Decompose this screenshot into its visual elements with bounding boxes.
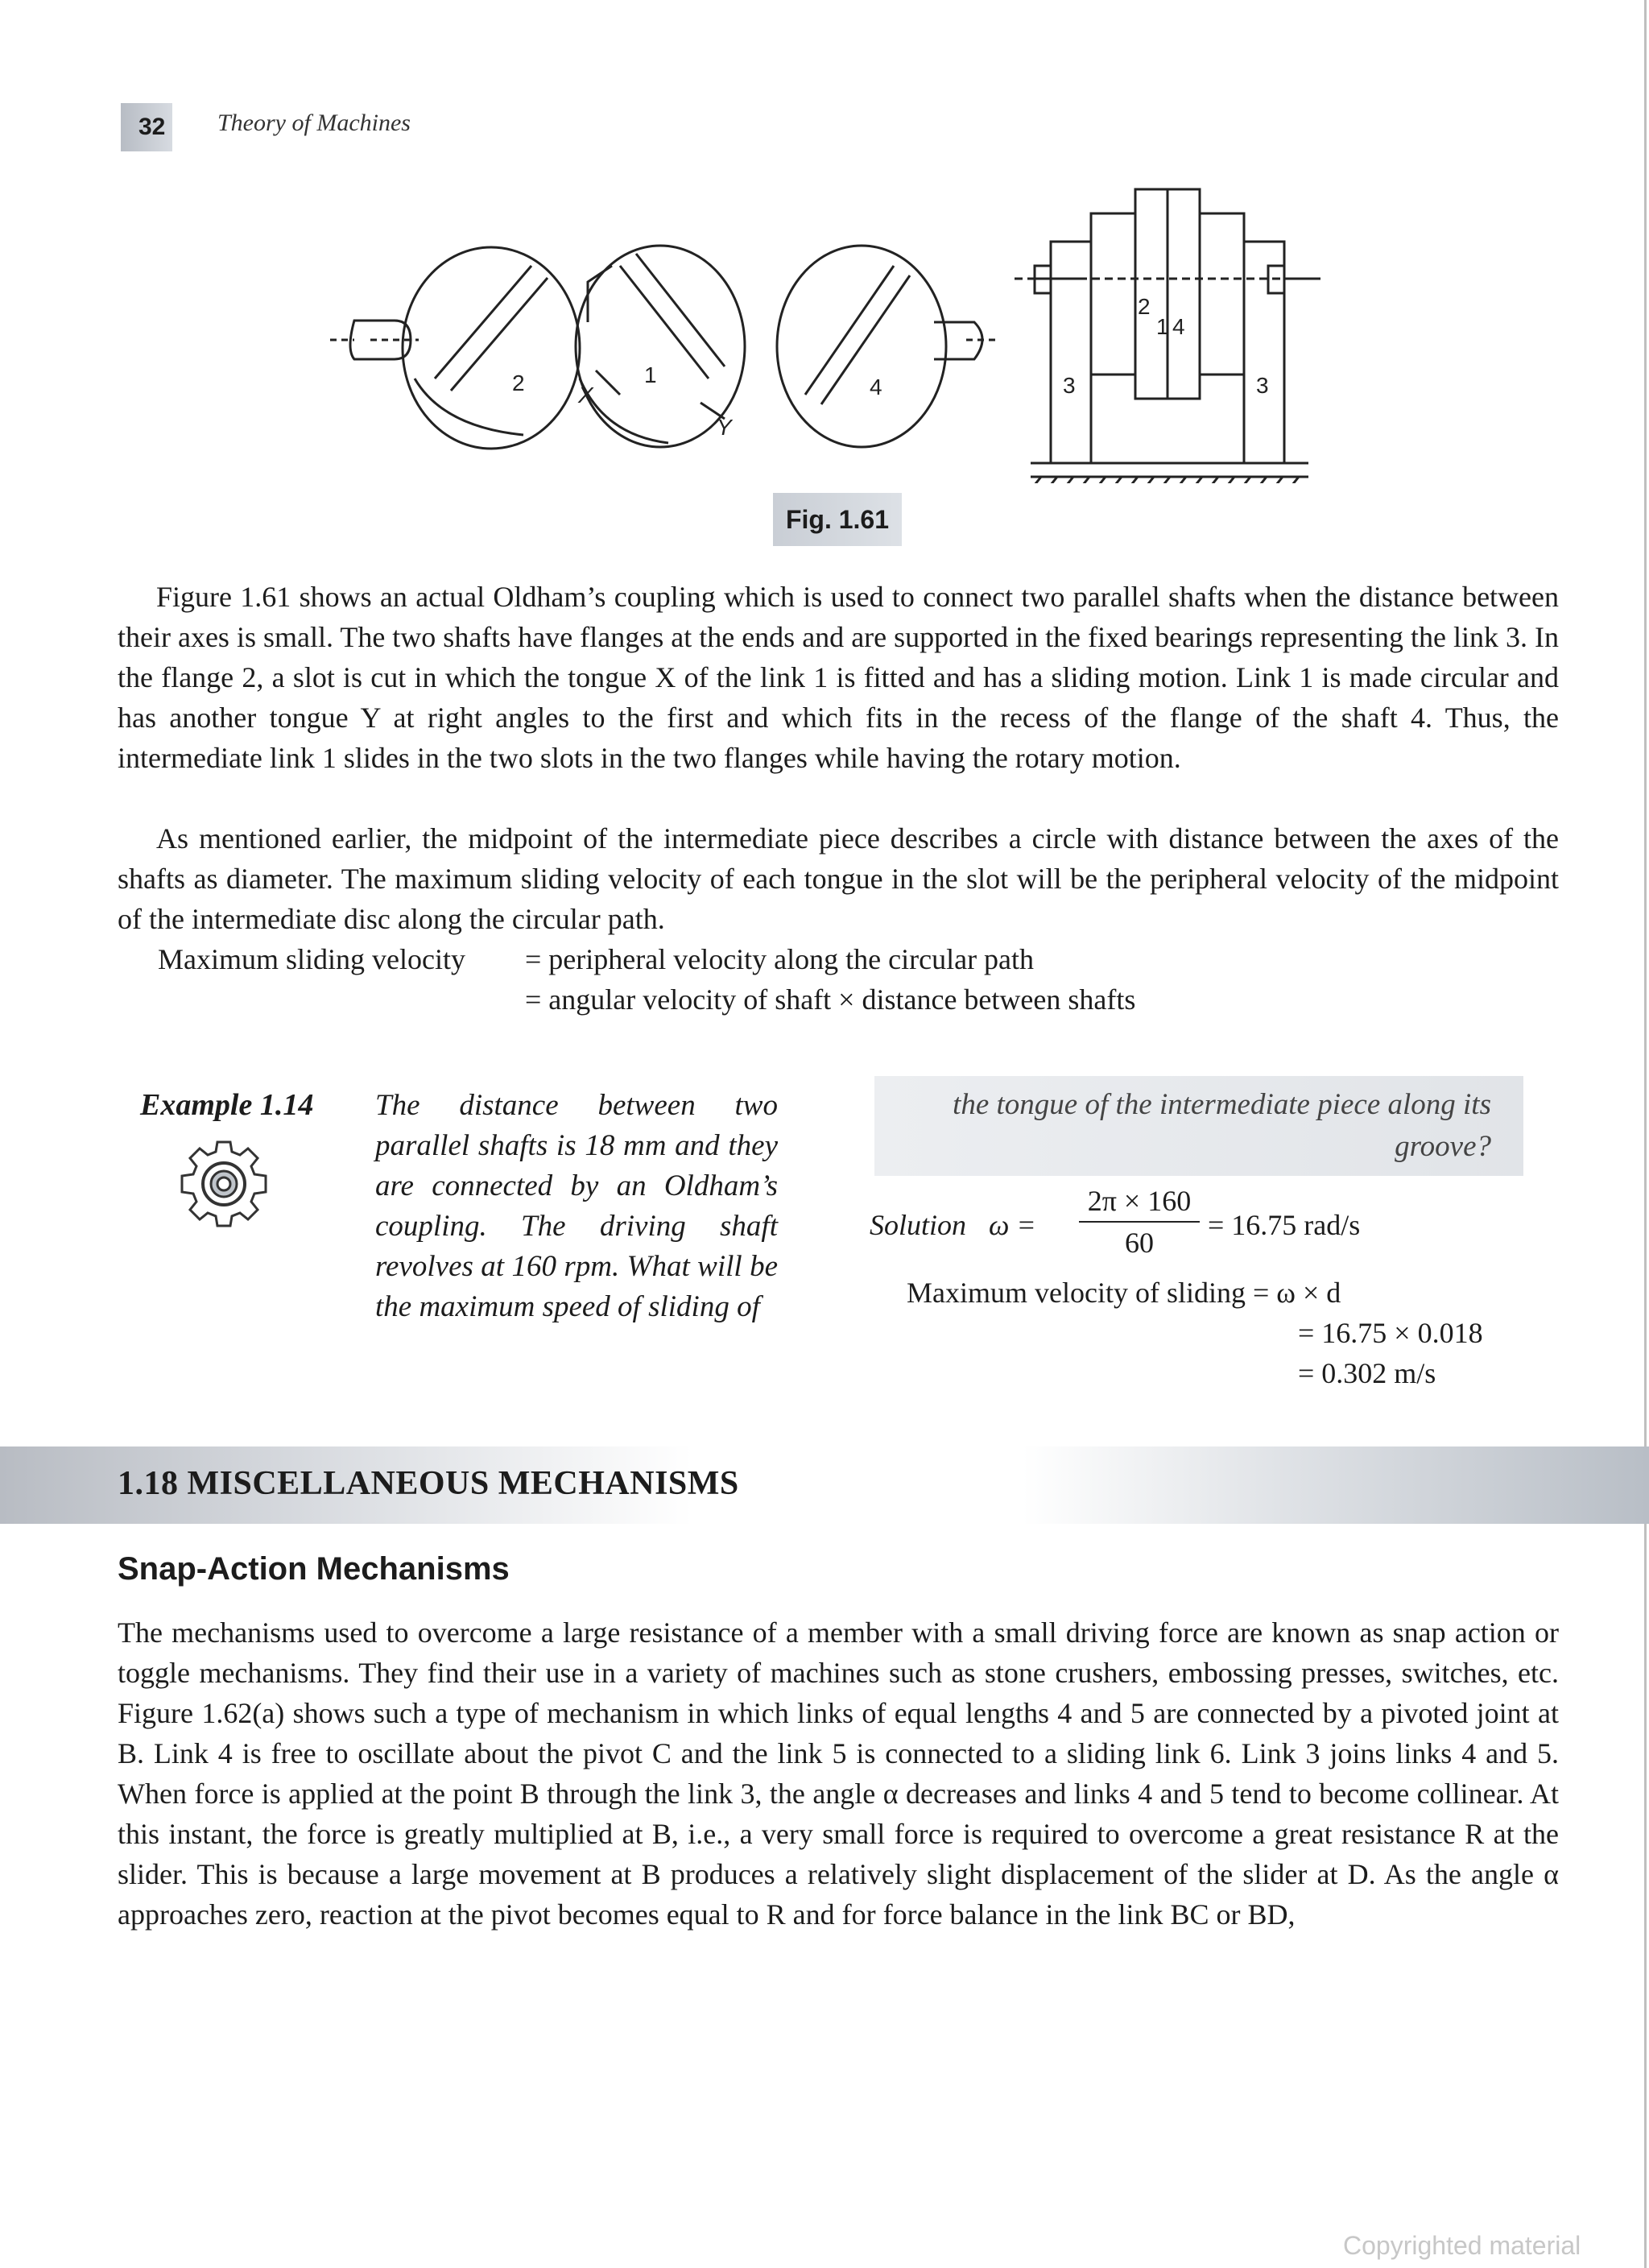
figure-caption: Fig. 1.61 — [773, 493, 902, 546]
flange-4-drawing — [777, 246, 998, 447]
equation-label: Maximum sliding velocity — [158, 943, 465, 975]
section-paragraph: The mechanisms used to overcome a large resistance of a member with a small driving force are known as snap action or toggle mechanisms. They find their use in a variety of machines such as stone crushers, embossing presses, switches, etc. Figure 1.62(a) shows such a type of mechanism in which links of equal lengths 4 and 5 are connected by a pivoted joint at B. Link 4 is free to oscillate about the pivot C and the link 5 is connected to a sliding link 6. Link 3 joins links 4 and 5. When force is applied at the point B through the link 3, the angle α decreases and links 4 and 5 tend to become collinear. At this instant, the force is greatly multiplied at B, i.e., a very small force is required to overcome a great resistance R at the slider. This is because a large movement at B produces a relatively slight displacement of the slider at D. As the angle α approaches zero, reaction at the pivot becomes equal to R and for force balance in the link BC or BD, — [118, 1616, 1559, 1931]
omega-lhs: ω = — [989, 1209, 1036, 1241]
fraction-bar — [1079, 1221, 1200, 1223]
flange-2-drawing — [330, 247, 580, 449]
copyright-footer: Copyrighted material — [1343, 2231, 1581, 2260]
figure-label: 3 — [1256, 373, 1269, 398]
figure-label: 2 — [1138, 294, 1151, 319]
figure-label: 1 — [1156, 314, 1169, 339]
body-paragraph-1: Figure 1.61 shows an actual Oldham’s coupling which is used to connect two parallel shafts when the distance between their axes is small. The two shafts have flanges at the ends and are supported in the fixed bearings representing the link 3. In the flange 2, a slot is cut in which the tongue X of the link 1 is fitted and has a sliding motion. Link 1 is made circular and has another tongue Y at right angles to the first and which fits in the recess of the flange of the shaft 4. Thus, the intermediate link 1 slides in the two slots in the two flanges while having the rotary motion. — [118, 581, 1559, 774]
equation-line-1: = peripheral velocity along the circular path — [525, 943, 1035, 975]
fraction-numerator: 2π × 160 — [1087, 1185, 1192, 1217]
solution-line-1: Maximum velocity of sliding = ω × d — [907, 1277, 1341, 1309]
figure-label: 3 — [1063, 373, 1076, 398]
example-label: Example 1.14 — [140, 1088, 314, 1122]
figure-label: X — [578, 383, 593, 408]
figure-label: 1 — [644, 362, 657, 387]
figure-label: 4 — [1172, 314, 1185, 339]
page-number: 32 — [121, 103, 172, 151]
book-title: Theory of Machines — [217, 110, 411, 136]
figure-label: Y — [717, 415, 732, 440]
omega-result: = 16.75 rad/s — [1208, 1209, 1361, 1241]
subsection-title: Snap-Action Mechanisms — [118, 1551, 510, 1587]
oldham-coupling-figure — [322, 177, 1337, 483]
figure-label: 2 — [512, 370, 525, 395]
fraction-denominator: 60 — [1125, 1227, 1154, 1259]
equation-line-2: = angular velocity of shaft × distance between shafts — [525, 983, 1136, 1016]
solution-label: Solution — [870, 1209, 967, 1241]
gear-icon — [176, 1136, 272, 1232]
solution-line-3: = 0.302 m/s — [1298, 1357, 1436, 1389]
solution-line-2: = 16.75 × 0.018 — [1298, 1317, 1483, 1349]
example-problem-continuation: the tongue of the intermediate piece along its groove? — [874, 1076, 1523, 1176]
page-edge-line — [1644, 0, 1647, 2268]
figure-label: 4 — [870, 375, 882, 399]
section-title: 1.18 MISCELLANEOUS MECHANISMS — [118, 1465, 739, 1502]
omega-fraction — [1079, 1182, 1200, 1261]
body-paragraph-2: As mentioned earlier, the midpoint of the intermediate piece describes a circle with distance between the axes of the shafts as diameter. The maximum sliding velocity of each tongue in the slot will be the peripheral velocity of the midpoint of the intermediate disc along the circular path. — [118, 822, 1559, 935]
example-problem-text: The distance between two parallel shafts is 18 mm and they are connected by an Oldham’s coupling. The driving shaft revolves at 160 rpm. What will be the maximum speed of sliding of — [375, 1089, 778, 1323]
